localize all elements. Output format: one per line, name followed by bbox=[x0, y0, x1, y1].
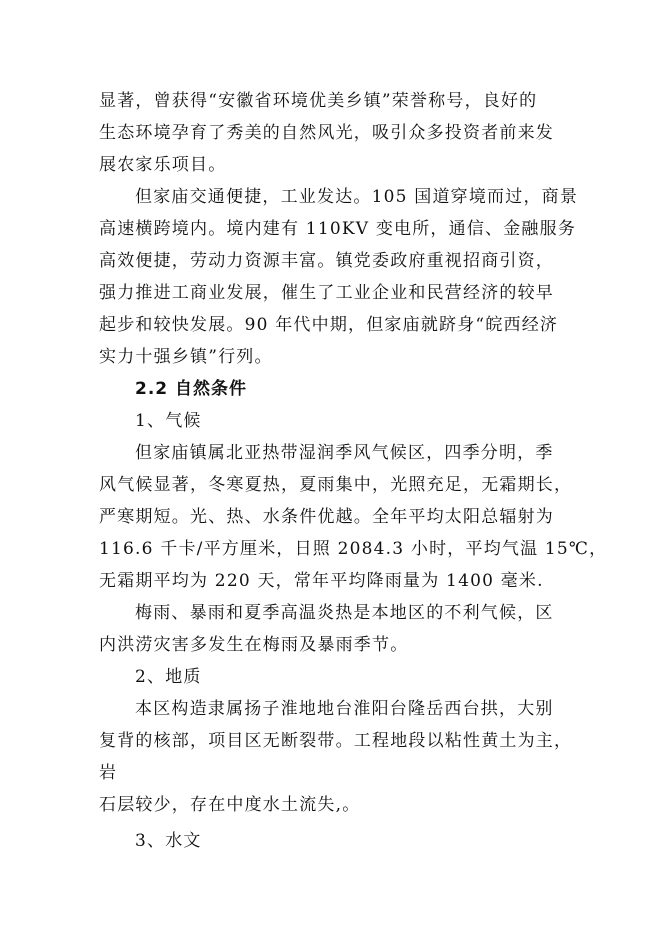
paragraph-line: 梅雨、暴雨和夏季高温炎热是本地区的不利气候，区 bbox=[135, 603, 554, 623]
paragraph-line: 严寒期短。光、热、水条件优越。全年平均太阳总辐射为 bbox=[99, 507, 554, 527]
paragraph-line: 但家庙镇属北亚热带湿润季风气候区，四季分明，季 bbox=[135, 443, 554, 463]
paragraph-line: 实力十强乡镇”行列。 bbox=[99, 347, 273, 367]
paragraph-line: 风气候显著，冬寒夏热，夏雨集中，光照充足，无霜期长， bbox=[99, 475, 573, 495]
paragraph-line: 高效便捷，劳动力资源丰富。镇党委政府重视招商引资， bbox=[99, 251, 554, 271]
paragraph-line: 展农家乐项目。 bbox=[99, 155, 227, 175]
subsection-title: 1、气候 bbox=[135, 411, 202, 431]
paragraph-line: 石层较少，存在中度水土流失,。 bbox=[99, 795, 361, 815]
paragraph-line: 强力推进工商业发展，催生了工业企业和民营经济的较早 bbox=[99, 283, 554, 303]
section-heading: 2.2 自然条件 bbox=[135, 379, 248, 399]
paragraph-line: 生态环境孕育了秀美的自然风光，吸引众多投资者前来发 bbox=[99, 123, 554, 143]
paragraph-line: 岩 bbox=[99, 763, 118, 783]
paragraph-line: 显著，曾获得“安徽省环境优美乡镇”荣誉称号，良好的 bbox=[99, 91, 538, 111]
paragraph-line: 高速横跨境内。境内建有 110KV 变电所，通信、金融服务 bbox=[99, 219, 577, 239]
paragraph-line: 复背的核部，项目区无断裂带。工程地段以粘性黄土为主， bbox=[99, 731, 573, 751]
subsection-title: 2、地质 bbox=[135, 667, 202, 687]
paragraph-line: 起步和较快发展。90 年代中期，但家庙就跻身“皖西经济 bbox=[99, 315, 559, 335]
paragraph-line: 本区构造隶属扬子淮地地台淮阳台隆岳西台拱，大别 bbox=[135, 699, 554, 719]
paragraph-line: 内洪涝灾害多发生在梅雨及暴雨季节。 bbox=[99, 635, 409, 655]
paragraph-line: 无霜期平均为 220 天，常年平均降雨量为 1400 毫米. bbox=[99, 571, 544, 591]
subsection-title: 3、水文 bbox=[135, 831, 202, 851]
paragraph-line: 116.6 千卡/平方厘米，日照 2084.3 小时，平均气温 15℃， bbox=[99, 539, 608, 559]
paragraph-line: 但家庙交通便捷，工业发达。105 国道穿境而过，商景 bbox=[135, 187, 579, 207]
